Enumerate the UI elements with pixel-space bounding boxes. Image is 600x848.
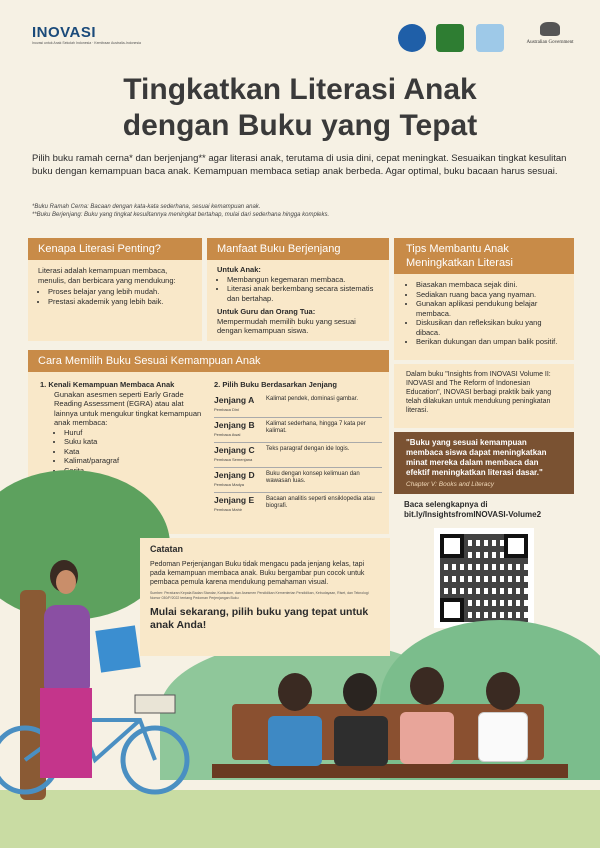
woman-face [56,570,76,594]
child-3-shirt [400,712,454,764]
australian-government-label: Australian Government [526,40,574,45]
insights-box: Dalam buku "Insights from INOVASI Volume II: INOVASI and The Reform of Indonesian Education", INOVASI berbagi praktik baik yang telah dilakukan untuk mendukung peningkatan literasi. [394,364,574,428]
woman-skirt [40,688,92,778]
child-2-book [334,716,388,766]
list-item: • Biasakan membaca sejak dini. [416,280,562,290]
list-item: • Kalimat/paragraf [64,456,208,466]
jenjang-row: Jenjang D Pembaca Madya Buku dengan konsep kelimuan dan wawasan luas. [214,468,382,493]
logo-subtitle: Inovasi untuk Anak Sekolah Indonesia · Kemitraan Australia-Indonesia [32,41,141,45]
list-item: • Prestasi akademik yang lebih baik. [48,297,192,307]
panel-heading: Cara Memilih Buku Sesuai Kemampuan Anak [28,350,389,372]
intro-paragraph: Pilih buku ramah cerna* dan berjenjang** agar literasi anak, terutama di usia dini, cepat meningkat. Sesuaikan tingkat kesulitan buku dengan kemampuan baca anak. Kemampuan membaca setiap anak berbeda. Agar optimal, buku bacaan harus sesuai. [32,153,567,177]
list-item: • Gunakan aplikasi pendukung belajar membaca. [416,299,562,318]
jenjang-row: Jenjang C Pembaca Semenjana Teks paragraf dengan ide logis. [214,443,382,468]
list-item: • Proses belajar yang lebih mudah. [48,287,192,297]
page-title: Tingkatkan Literasi Anak dengan Buku yang Tepat [122,73,478,142]
footnotes: *Buku Ramah Cerna: Bacaan dengan kata-kata sederhana, sesuai kemampuan anak. **Buku Berjenjang: Buku yang tingkat kesulitannya meningkat bertahap, mulai dari sederhana hingga kompleks. [32,204,330,218]
step-1: 1. Kenali Kemampuan Membaca Anak Gunakan asesmen seperti Early Grade Reading Assessment (EGRA) atau alat lainnya untuk mengukur tingkat kemampuan anak membaca: • Huruf • Suku kata • Kata • Kalimat/paragraf • [40,380,208,475]
partner-logo-1-icon [398,24,426,52]
quote-box: "Buku yang sesuai kemampuan membaca siswa dapat meningkatkan minat mereka dalam membaca dan efektif meningkatkan literasi dasar." Chapter V: Books and Literacy [394,432,574,494]
qr-code-icon[interactable] [434,528,534,628]
call-to-action: Mulai sekarang, pilih buku yang tepat untuk anak Anda! [150,606,369,631]
jenjang-row: Jenjang E Pembaca Mahir Bacaan analitis seperti ensiklopedia atau biografi. [214,494,375,512]
catatan-box: Catatan Pedoman Perjenjangan Buku tidak mengacu pada jenjang kelas, tapi pada kemampuan membaca anak. Buku bergambar pun cocok untuk pembaca pemula karena mendukung pemahaman visual. Sumber: Peraturan Kepala Badan Standar, Kurikulum, dan Asesmen Pendidikan Kementerian Pendidikan, Kebudayaan, Riset, dan Teknologi Nomor 030/P/2022 tentang Pedoman Perjenjangan Buku Mulai sekarang, pilih buku yang tepat untuk anak Anda! [140,538,390,656]
panel-heading: Kenapa Literasi Penting? [28,238,202,260]
list-item: • Berikan dukungan dan umpan balik positif. [416,337,562,347]
read-more-link[interactable]: bit.ly/InsightsfromINOVASI-Volume2 [404,510,542,519]
panel-tips [394,238,574,360]
list-item: • Kata [64,447,208,457]
bench-seat [212,764,568,778]
list-item: • Diskusikan dan refleksikan buku yang dibaca. [416,318,562,337]
jenjang-row: Jenjang A Pembaca Dini Kalimat pendek, dominasi gambar. [214,393,382,418]
jenjang-row: Jenjang B Pembaca Awal Kalimat sederhana, hingga 7 kata per kalimat. [214,418,382,443]
inovasi-logo: INOVASI [32,24,97,41]
list-item: • Huruf [64,428,208,438]
child-3 [410,667,444,705]
partner-logo-3-icon [476,24,504,52]
book-icon [95,625,140,672]
child-4-shirt [478,712,528,762]
list-item: • Membangun kegemaran membaca. [227,275,379,285]
child-2 [343,673,377,711]
coat-of-arms-icon [540,22,560,36]
child-1 [278,673,312,711]
list-item: • Suku kata [64,437,208,447]
partner-logo-2-icon [436,24,464,52]
step-2: 2. Pilih Buku Berdasarkan Jenjang Jenjang A Pembaca Dini Kalimat pendek, dominasi gambar. Jenjang B Pembaca Awal Kalimat sederhana, hingga 7 kata per kalimat. Jenjang C Pembaca Semenjana Teks paragraf dengan ide logis. Jenjang D Pembaca Madya Buku dengan konsep kelimuan dan wawasan luas. Jenjang E Pembaca Mahir Bacaan analitis seperti ensiklopedia atau biografi. [214,380,382,517]
read-more: Baca selengkapnya di bit.ly/InsightsfromINOVASI-Volume2 [404,500,574,520]
child-4 [486,672,520,710]
panel-kenapa: Kenapa Literasi Penting? Literasi adalah kemampuan membaca, menulis, dan berbicara yang mendukung: • Proses belajar yang lebih mudah. • Prestasi akademik yang lebih baik. [28,238,202,343]
panel-manfaat: Manfaat Buku Berjenjang Untuk Anak: • Membangun kegemaran membaca. • Literasi anak berkembang secara sistematis dan bertahap. Untuk Guru dan Orang Tua: Mempermudah memilih buku yang sesuai dengan kemampuan siswa. [207,238,389,343]
bicycle-illustration [0,680,200,800]
list-item: • Sediakan ruang baca yang nyaman. [416,290,562,300]
list-item: • Literasi anak berkembang secara sistematis dan bertahap. [227,284,379,303]
woman-shirt [44,605,90,690]
child-1-book [268,716,322,766]
panel-heading: Tips Membantu Anak Meningkatkan Literasi [394,238,574,274]
panel-heading: Manfaat Buku Berjenjang [207,238,389,260]
